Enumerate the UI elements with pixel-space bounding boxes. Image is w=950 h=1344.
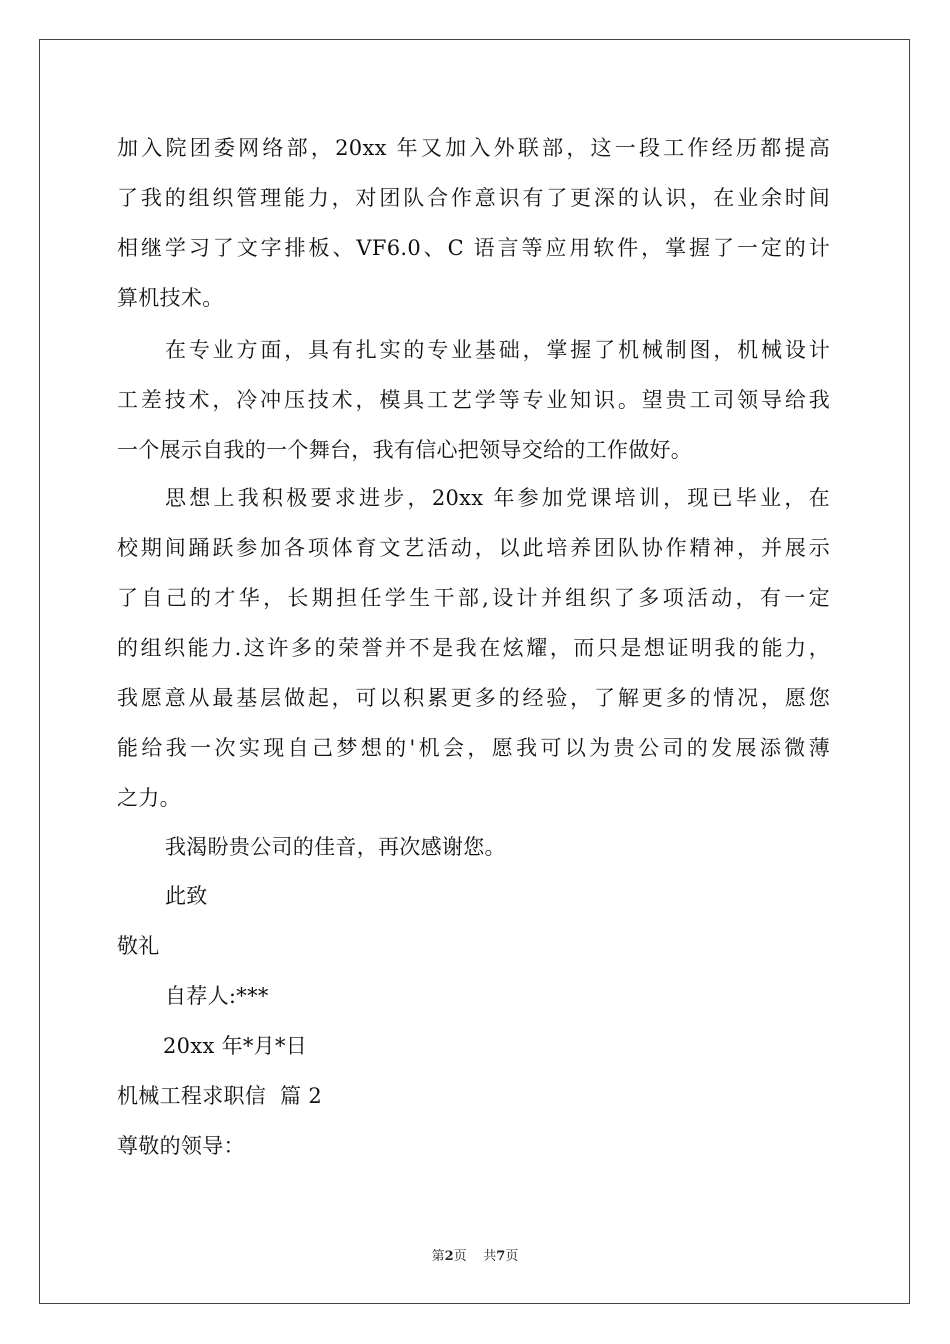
salutation: 尊敬的领导： xyxy=(117,1134,245,1158)
paragraph-1-line-1: 加入院团委网络部，20xx 年又加入外联部，这一段工作经历都提高 xyxy=(117,136,830,160)
paragraph-1-line-2: 了我的组织管理能力，对团队合作意识有了更深的认识，在业余时间 xyxy=(117,186,830,210)
paragraph-3-line-3: 了自己的才华，长期担任学生干部,设计并组织了多项活动，有一定 xyxy=(117,586,830,610)
paragraph-1-line-3: 相继学习了文字排板、VF6.0、C 语言等应用软件，掌握了一定的计 xyxy=(117,236,830,260)
closing-zhizhi: 此致 xyxy=(165,884,208,908)
page-border xyxy=(39,39,910,1304)
paragraph-3-line-6: 能给我一次实现自己梦想的'机会，愿我可以为贵公司的发展添微薄 xyxy=(117,736,830,760)
closing-thanks: 我渴盼贵公司的佳音，再次感谢您。 xyxy=(165,835,506,859)
paragraph-3-line-4: 的组织能力.这许多的荣誉并不是我在炫耀，而只是想证明我的能力， xyxy=(117,636,830,660)
signature-date: 20xx 年*月*日 xyxy=(163,1034,308,1058)
paragraph-2-line-1: 在专业方面，具有扎实的专业基础，掌握了机械制图，机械设计 xyxy=(165,338,830,362)
section-heading: 机械工程求职信 篇 2 xyxy=(117,1084,322,1108)
page-suffix: 页 xyxy=(453,1249,467,1264)
signature-name: 自荐人:*** xyxy=(165,984,269,1008)
page-current: 2 xyxy=(444,1249,454,1264)
total-suffix: 页 xyxy=(505,1249,519,1264)
paragraph-1-line-4: 算机技术。 xyxy=(117,286,224,310)
paragraph-3-line-5: 我愿意从最基层做起，可以积累更多的经验，了解更多的情况，愿您 xyxy=(117,686,830,710)
page-footer xyxy=(0,1248,950,1266)
paragraph-3-line-2: 校期间踊跃参加各项体育文艺活动，以此培养团队协作精神，并展示 xyxy=(117,536,830,560)
page-prefix: 第 xyxy=(431,1249,445,1264)
paragraph-3-line-7: 之力。 xyxy=(117,786,181,810)
page-total: 7 xyxy=(496,1249,506,1264)
closing-jingli: 敬礼 xyxy=(117,934,160,958)
paragraph-3-line-1: 思想上我积极要求进步，20xx 年参加党课培训，现已毕业，在 xyxy=(165,486,830,510)
total-prefix: 共 xyxy=(483,1249,497,1264)
paragraph-2-line-2: 工差技术，冷冲压技术，模具工艺学等专业知识。望贵工司领导给我 xyxy=(117,388,830,412)
paragraph-2-line-3: 一个展示自我的一个舞台，我有信心把领导交给的工作做好。 xyxy=(117,438,693,462)
